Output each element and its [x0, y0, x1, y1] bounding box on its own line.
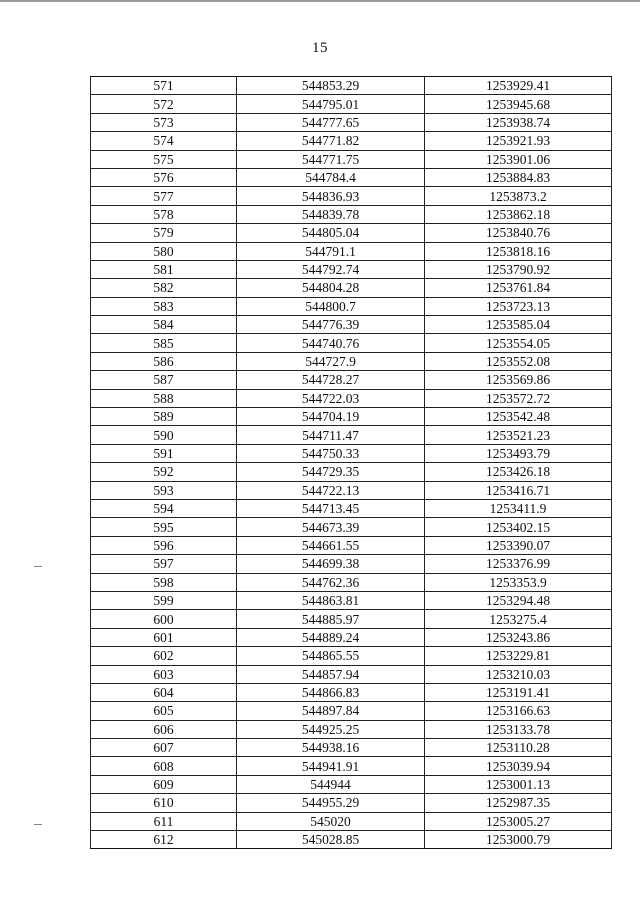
point-number-cell: 582: [91, 279, 237, 297]
point-number-cell: 584: [91, 316, 237, 334]
point-number-cell: 606: [91, 720, 237, 738]
point-number-cell: 593: [91, 481, 237, 499]
table-row: [91, 573, 612, 591]
point-number-cell: 586: [91, 352, 237, 370]
point-number-cell: 573: [91, 113, 237, 131]
table-row: [91, 463, 612, 481]
x-coordinate-cell: 544795.01: [237, 95, 425, 113]
x-coordinate-cell: 544771.82: [237, 132, 425, 150]
y-coordinate-cell: 1253001.13: [425, 775, 612, 793]
table-row: [91, 444, 612, 462]
point-number-cell: 574: [91, 132, 237, 150]
point-number-cell: 581: [91, 260, 237, 278]
table-row: [91, 720, 612, 738]
table-row: [91, 757, 612, 775]
margin-mark: [34, 824, 42, 825]
table-row: [91, 518, 612, 536]
point-number-cell: 600: [91, 610, 237, 628]
x-coordinate-cell: 544711.47: [237, 426, 425, 444]
table-row: [91, 279, 612, 297]
x-coordinate-cell: 544699.38: [237, 555, 425, 573]
y-coordinate-cell: 1253133.78: [425, 720, 612, 738]
table-row: [91, 297, 612, 315]
x-coordinate-cell: 544750.33: [237, 444, 425, 462]
table-row: [91, 132, 612, 150]
x-coordinate-cell: 544661.55: [237, 536, 425, 554]
coordinates-table: [90, 76, 612, 849]
x-coordinate-cell: 544729.35: [237, 463, 425, 481]
point-number-cell: 580: [91, 242, 237, 260]
y-coordinate-cell: 1253005.27: [425, 812, 612, 830]
y-coordinate-cell: 1253275.4: [425, 610, 612, 628]
x-coordinate-cell: 544941.91: [237, 757, 425, 775]
page-number: 15: [312, 40, 328, 56]
point-number-cell: 603: [91, 665, 237, 683]
point-number-cell: 588: [91, 389, 237, 407]
table-row: [91, 316, 612, 334]
table-row: [91, 352, 612, 370]
x-coordinate-cell: 544944: [237, 775, 425, 793]
y-coordinate-cell: 1253294.48: [425, 591, 612, 609]
y-coordinate-cell: 1253353.9: [425, 573, 612, 591]
x-coordinate-cell: 544885.97: [237, 610, 425, 628]
y-coordinate-cell: 1253110.28: [425, 739, 612, 757]
point-number-cell: 571: [91, 77, 237, 95]
y-coordinate-cell: 1253542.48: [425, 408, 612, 426]
table-row: [91, 389, 612, 407]
table-row: [91, 113, 612, 131]
x-coordinate-cell: 544800.7: [237, 297, 425, 315]
table-row: [91, 775, 612, 793]
table-row: [91, 481, 612, 499]
point-number-cell: 595: [91, 518, 237, 536]
x-coordinate-cell: 544673.39: [237, 518, 425, 536]
y-coordinate-cell: 1253569.86: [425, 371, 612, 389]
x-coordinate-cell: 544865.55: [237, 647, 425, 665]
table-row: [91, 426, 612, 444]
x-coordinate-cell: 544925.25: [237, 720, 425, 738]
table-row: [91, 702, 612, 720]
point-number-cell: 587: [91, 371, 237, 389]
table-row: [91, 647, 612, 665]
y-coordinate-cell: 1253039.94: [425, 757, 612, 775]
y-coordinate-cell: 1253552.08: [425, 352, 612, 370]
y-coordinate-cell: 1253572.72: [425, 389, 612, 407]
table-row: [91, 665, 612, 683]
table-row: [91, 794, 612, 812]
x-coordinate-cell: 544863.81: [237, 591, 425, 609]
x-coordinate-cell: 544866.83: [237, 683, 425, 701]
point-number-cell: 599: [91, 591, 237, 609]
table-row: [91, 555, 612, 573]
table-row: [91, 739, 612, 757]
y-coordinate-cell: 1253723.13: [425, 297, 612, 315]
point-number-cell: 592: [91, 463, 237, 481]
y-coordinate-cell: 1253426.18: [425, 463, 612, 481]
x-coordinate-cell: 544804.28: [237, 279, 425, 297]
x-coordinate-cell: 544727.9: [237, 352, 425, 370]
table-row: [91, 536, 612, 554]
point-number-cell: 575: [91, 150, 237, 168]
x-coordinate-cell: 544704.19: [237, 408, 425, 426]
y-coordinate-cell: 1253790.92: [425, 260, 612, 278]
point-number-cell: 610: [91, 794, 237, 812]
x-coordinate-cell: 544805.04: [237, 224, 425, 242]
point-number-cell: 572: [91, 95, 237, 113]
point-number-cell: 594: [91, 499, 237, 517]
table-row: [91, 150, 612, 168]
x-coordinate-cell: 544839.78: [237, 205, 425, 223]
point-number-cell: 585: [91, 334, 237, 352]
y-coordinate-cell: 1253210.03: [425, 665, 612, 683]
point-number-cell: 576: [91, 168, 237, 186]
table-row: [91, 610, 612, 628]
table-row: [91, 224, 612, 242]
y-coordinate-cell: 1253402.15: [425, 518, 612, 536]
point-number-cell: 583: [91, 297, 237, 315]
table-row: [91, 683, 612, 701]
y-coordinate-cell: 1253818.16: [425, 242, 612, 260]
y-coordinate-cell: 1253884.83: [425, 168, 612, 186]
point-number-cell: 598: [91, 573, 237, 591]
y-coordinate-cell: 1253243.86: [425, 628, 612, 646]
x-coordinate-cell: 544728.27: [237, 371, 425, 389]
point-number-cell: 609: [91, 775, 237, 793]
y-coordinate-cell: 1253873.2: [425, 187, 612, 205]
x-coordinate-cell: 544776.39: [237, 316, 425, 334]
y-coordinate-cell: 1253376.99: [425, 555, 612, 573]
x-coordinate-cell: 544777.65: [237, 113, 425, 131]
table-row: [91, 628, 612, 646]
point-number-cell: 578: [91, 205, 237, 223]
table-row: [91, 242, 612, 260]
y-coordinate-cell: 1253862.18: [425, 205, 612, 223]
x-coordinate-cell: 544722.13: [237, 481, 425, 499]
point-number-cell: 591: [91, 444, 237, 462]
table-row: [91, 812, 612, 830]
table-row: [91, 334, 612, 352]
y-coordinate-cell: 1253945.68: [425, 95, 612, 113]
point-number-cell: 602: [91, 647, 237, 665]
point-number-cell: 589: [91, 408, 237, 426]
point-number-cell: 612: [91, 831, 237, 849]
y-coordinate-cell: 1253191.41: [425, 683, 612, 701]
point-number-cell: 597: [91, 555, 237, 573]
table-row: [91, 591, 612, 609]
y-coordinate-cell: 1253390.07: [425, 536, 612, 554]
x-coordinate-cell: 544853.29: [237, 77, 425, 95]
x-coordinate-cell: 544836.93: [237, 187, 425, 205]
y-coordinate-cell: 1252987.35: [425, 794, 612, 812]
point-number-cell: 608: [91, 757, 237, 775]
y-coordinate-cell: 1253493.79: [425, 444, 612, 462]
x-coordinate-cell: 544857.94: [237, 665, 425, 683]
table-row: [91, 408, 612, 426]
x-coordinate-cell: 544713.45: [237, 499, 425, 517]
x-coordinate-cell: 544771.75: [237, 150, 425, 168]
y-coordinate-cell: 1253921.93: [425, 132, 612, 150]
point-number-cell: 605: [91, 702, 237, 720]
table-row: [91, 168, 612, 186]
x-coordinate-cell: 544889.24: [237, 628, 425, 646]
x-coordinate-cell: 544791.1: [237, 242, 425, 260]
y-coordinate-cell: 1253521.23: [425, 426, 612, 444]
x-coordinate-cell: 544897.84: [237, 702, 425, 720]
point-number-cell: 579: [91, 224, 237, 242]
top-edge-rule: [0, 0, 640, 2]
x-coordinate-cell: 544784.4: [237, 168, 425, 186]
y-coordinate-cell: 1253761.84: [425, 279, 612, 297]
point-number-cell: 607: [91, 739, 237, 757]
x-coordinate-cell: 545020: [237, 812, 425, 830]
x-coordinate-cell: 544792.74: [237, 260, 425, 278]
table-row: [91, 187, 612, 205]
y-coordinate-cell: 1253229.81: [425, 647, 612, 665]
x-coordinate-cell: 544955.29: [237, 794, 425, 812]
point-number-cell: 577: [91, 187, 237, 205]
table-row: [91, 371, 612, 389]
x-coordinate-cell: 545028.85: [237, 831, 425, 849]
y-coordinate-cell: 1253929.41: [425, 77, 612, 95]
x-coordinate-cell: 544740.76: [237, 334, 425, 352]
y-coordinate-cell: 1253840.76: [425, 224, 612, 242]
table-row: [91, 95, 612, 113]
table-row: [91, 499, 612, 517]
y-coordinate-cell: 1253416.71: [425, 481, 612, 499]
y-coordinate-cell: 1253585.04: [425, 316, 612, 334]
point-number-cell: 601: [91, 628, 237, 646]
coordinates-table-body: [91, 77, 612, 849]
y-coordinate-cell: 1253411.9: [425, 499, 612, 517]
point-number-cell: 611: [91, 812, 237, 830]
table-row: [91, 205, 612, 223]
point-number-cell: 596: [91, 536, 237, 554]
table-row: [91, 77, 612, 95]
x-coordinate-cell: 544938.16: [237, 739, 425, 757]
y-coordinate-cell: 1253901.06: [425, 150, 612, 168]
y-coordinate-cell: 1253554.05: [425, 334, 612, 352]
y-coordinate-cell: 1253166.63: [425, 702, 612, 720]
y-coordinate-cell: 1253000.79: [425, 831, 612, 849]
point-number-cell: 604: [91, 683, 237, 701]
margin-mark: [34, 566, 42, 567]
point-number-cell: 590: [91, 426, 237, 444]
x-coordinate-cell: 544762.36: [237, 573, 425, 591]
y-coordinate-cell: 1253938.74: [425, 113, 612, 131]
table-row: [91, 260, 612, 278]
x-coordinate-cell: 544722.03: [237, 389, 425, 407]
table-row: [91, 831, 612, 849]
